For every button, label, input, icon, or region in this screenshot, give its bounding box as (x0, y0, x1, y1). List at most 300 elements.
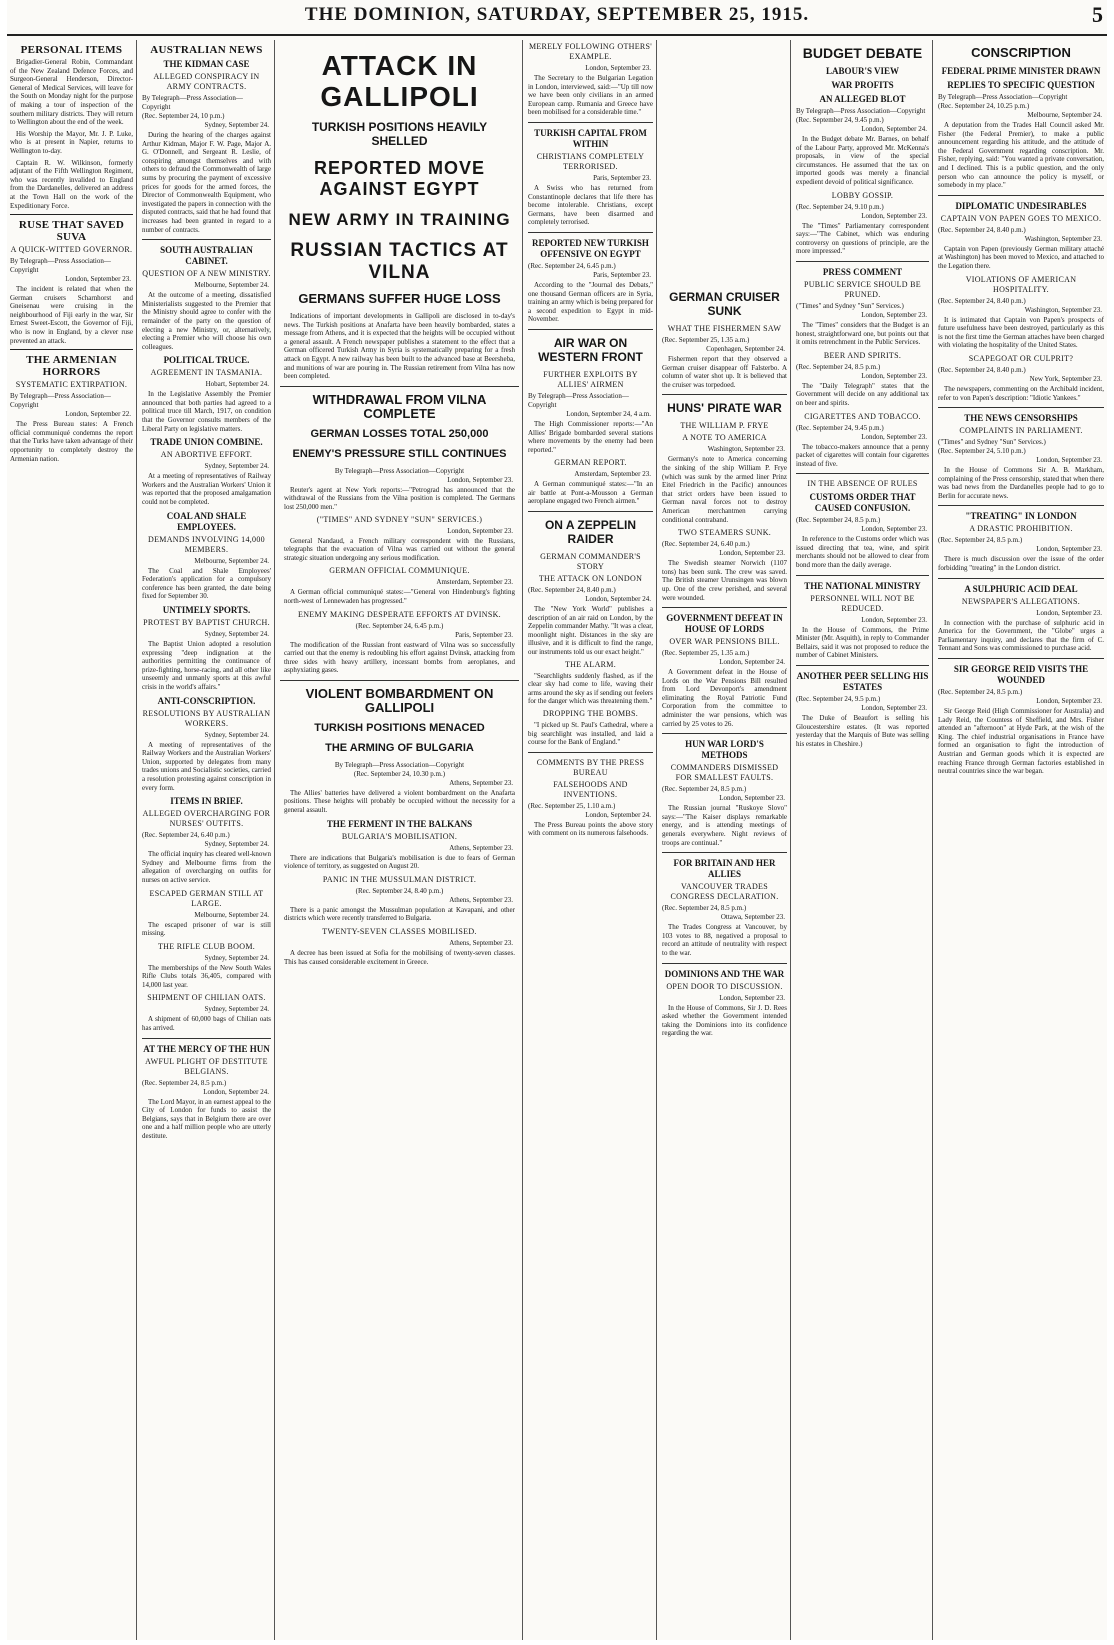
vilna-subhead-1: GERMAN LOSSES TOTAL 250,000 (310, 427, 489, 440)
lead-deck-4: RUSSIAN TACTICS AT VILNA (290, 240, 509, 283)
story-rifle-club (142, 942, 271, 990)
story-subtitle-2: WAR PROFITS (831, 80, 894, 90)
ruse-subheading: A QUICK-WITTED GOVERNOR. (10, 245, 133, 255)
story-received: (Rec. September 24, 8.40 p.m.) (938, 365, 1026, 374)
divider (528, 511, 653, 512)
story-title: GOVERNMENT DEFEAT IN HOUSE OF LORDS (666, 613, 783, 635)
story-subtitle: RESOLUTIONS BY AUSTRALIAN WORKERS. (142, 708, 271, 728)
story-body: A German official communiqué states:—"General von Hindenburg's fighting north-west of Lennewaden has progressed." (284, 588, 515, 605)
story-credit: By Telegraph—Press Association—Copyright (796, 107, 926, 115)
story-body: A German communiqué states:—"In an air battle at Pont-a-Mousson a German aeroplane engaged two French airmen." (528, 480, 653, 506)
story-received: (Rec. September 24, 8.5 p.m.) (662, 904, 747, 913)
story-title: BUDGET DEBATE (802, 45, 923, 61)
story-title: COMMENTS BY THE PRESS BUREAU (536, 757, 645, 777)
divider (938, 658, 1104, 659)
story-body: In connection with the purchase of sulphuric acid in America for the Government, the "Globe" urges a Parliamentary inquiry, and declares that the firm of C. Tennant and Sons was commissioned to purchase acid. (938, 618, 1104, 653)
divider (528, 232, 653, 233)
divider (662, 394, 787, 395)
story-balkans (280, 819, 519, 871)
story-credit: By Telegraph—Press Association—Copyright (142, 94, 243, 111)
story-body: The High Commissioner reports:—"An Allies' Brigade bombarded several stations where movements by the enemy had been reported." (528, 419, 653, 454)
lead-deck-3: NEW ARMY IN TRAINING (288, 210, 511, 229)
story-german-report (528, 458, 653, 506)
story-received: (Rec. September 25, 1.35 a.m.) (662, 336, 750, 344)
story-treating (938, 511, 1104, 572)
divider (796, 473, 929, 474)
lead-intro: Indications of important developments in Gallipoli are disclosed in to-day's news. The Turkish positions at Anafarta have been heavily bombarded, states a message from Athens, and it is expected that the heights will be occupied without a general assault. A French newspaper publishes a statement to the effect that a German officered Turkish Army in Syria is systematically preparing for a fresh attack on Egypt. A new railway has been built to the advanced base at Beersheba, and munitions of war are pouring in. The Russian retirement from Vilna has now been completed. (284, 312, 515, 381)
divider (662, 852, 787, 853)
story-title: MERELY FOLLOWING OTHERS' EXAMPLE. (528, 42, 653, 61)
story-date: London, September 23. (719, 794, 785, 803)
story-title: SCAPEGOAT OR CULPRIT? (968, 353, 1074, 363)
story-received: (Rec. September 24, 10.30 p.m.) (353, 769, 446, 778)
story-body: Fishermen report that they observed a German cruiser disappear off Falsterbo. A column of water shot up. It is believed that the cruiser was torpedoed. (662, 355, 787, 389)
story-date: Athens, September 23. (449, 895, 513, 904)
bombardment-headline: VIOLENT BOMBARDMENT ON GALLIPOLI (305, 685, 494, 715)
story-date: Paris, September 23. (455, 630, 513, 639)
story-subtitle-2: A NOTE TO AMERICA (682, 433, 767, 443)
story-title: SHIPMENT OF CHILIAN OATS. (147, 993, 266, 1003)
story-title: A SULPHURIC ACID DEAL (964, 583, 1078, 594)
story-body: The "Daily Telegraph" states that the Government will decide on any additional tax on beer and spirits. (796, 381, 929, 407)
lead-deck-2: REPORTED MOVE AGAINST EGYPT (313, 158, 486, 199)
story-body: Germany's note to America concerning the sinking of the ship William P. Frye (which was sunk by the armed liner Prinz Eitel Friedrich in the Pacific) announces that strict orders have been issued to German naval forces not to destroy American merchantmen carrying conditional contraband. (662, 455, 787, 524)
divider (938, 195, 1104, 196)
story-title: AIR WAR ON WESTERN FRONT (538, 335, 643, 364)
story-title: PRESS COMMENT (822, 266, 903, 277)
story-date: London, September 24. (719, 658, 785, 667)
story-date: Sydney, September 24. (204, 953, 269, 962)
story-date: London, September 23. (861, 432, 927, 441)
armenian-subheading: SYSTEMATIC EXTIRPATION. (15, 380, 128, 390)
story-cigarettes (796, 412, 929, 469)
story-title: ANOTHER PEER SELLING HIS ESTATES (796, 671, 929, 693)
story-body: The newspapers, commenting on the Archibald incident, refer to von Papen's description: "Idiotic Yankees." (938, 384, 1104, 402)
story-title: VIOLATIONS OF AMERICAN HOSPITALITY. (965, 274, 1077, 294)
story-body: There is much discussion over the issue of the order forbidding "treating" in the London district. (938, 555, 1104, 573)
story-george-reid (938, 664, 1104, 776)
lead-deck-1: TURKISH POSITIONS HEAVILY SHELLED (311, 120, 488, 148)
story-classes-mobilised (280, 927, 519, 966)
story-body: The Allies' batteries have delivered a violent bombardment on the Anafarta positions. These heights will probably be occupied without the necessity for a general assault. (284, 788, 515, 815)
story-date: London, September 23. (861, 211, 927, 220)
story-date: Washington, September 23. (1024, 305, 1102, 314)
story-subtitle: PROTEST BY BAPTIST CHURCH. (143, 618, 270, 627)
story-vilna (280, 393, 519, 563)
story-title: THE RIFLE CLUB BOOM. (157, 941, 256, 951)
story-body: The Swedish steamer Norwich (1107 tons) has been sunk. The crew was saved. The British steamer Urunsingen was blown up. One of the crew perished, and several were wounded. (662, 559, 787, 602)
story-date: London, September 24, 4 a.m. (566, 409, 651, 418)
story-date: Sydney, September 24. (204, 730, 269, 739)
story-subtitle: FALSEHOODS AND INVENTIONS. (553, 779, 628, 799)
story-body: The memberships of the New South Wales Rifle Clubs totals 36,405, compared with 14,000 last year. (142, 963, 271, 989)
story-body: In the Budget debate Mr. Barnes, on behalf of the Labour Party, approved Mr. McKenna's proposals, in view of the special circumstances. He assumed that the tax on imported goods was merely a financial expedient devoid of political significance. (796, 135, 929, 186)
story-air-war (528, 336, 653, 454)
story-chilian-oats (142, 993, 271, 1032)
story-body: There are indications that Bulgaria's mobilisation is due to fears of German violence of territory, as suggested on August 20. (284, 853, 515, 871)
divider (796, 575, 929, 576)
story-subtitle: ALLEGED OVERCHARGING FOR NURSES' OUTFITS. (142, 809, 271, 829)
story-title: REPORTED NEW TURKISH OFFENSIVE ON EGYPT (532, 237, 649, 259)
story-title: BEER AND SPIRITS. (823, 350, 902, 360)
divider (662, 963, 787, 964)
armenian-heading: THE ARMENIAN HORRORS (10, 349, 133, 378)
story-title: ITEMS IN BRIEF. (170, 796, 243, 807)
divider (142, 239, 271, 240)
story-received: (Rec. September 24, 6.45 p.m.) (355, 621, 444, 630)
story-political-truce (142, 355, 271, 433)
story-title: CIGARETTES AND TOBACCO. (804, 411, 921, 421)
story-crosshead-2: DROPPING THE BOMBS. (542, 709, 639, 718)
story-date: London, September 23. (861, 704, 927, 713)
story-date: Hobart, September 24. (205, 380, 269, 389)
story-subtitle: BULGARIA'S MOBILISATION. (341, 831, 458, 841)
story-body: The Baptist Union adopted a resolution expressing "deep indignation at the authorities permitting the continuance of prize-fighting, horse-racing, and all other like unseemly and unmanly sports at this awful crisis in the world's affairs." (142, 640, 271, 691)
story-date: London, September 23. (861, 525, 927, 534)
story-body: General Nandaud, a French military correspondent with the Russians, telegraphs that the evacuation of Vilna was carried out without the general strategic situation undergoing any serious modification. (284, 536, 515, 562)
story-received: (Rec. September 24, 8.40 p.m.) (938, 225, 1026, 234)
column-five (525, 40, 657, 1640)
personal-para-1: Brigadier-General Robin, Commandant of the New Zealand Defence Forces, and Surgeon-General Henderson, Director-General of Medical Services, will leave for the South on Monday night for the purpose of making a tour of inspection of the southern military districts. They will return to Wellington about the end of the week. (10, 58, 133, 127)
story-received: (Rec. September 24, 9.10 p.m.) (796, 202, 884, 211)
column-seven (793, 40, 933, 1640)
story-body-2: "Searchlights suddenly flashed, as if the clear sky had come to life, waving their arms around the sky as if sending out feelers for the danger which was threatening them." (528, 671, 653, 706)
story-received: (Rec. September 25, 1.35 a.m.) (662, 649, 750, 658)
story-credit: By Telegraph—Press Association—Copyright (334, 466, 465, 475)
story-subtitle: AWFUL PLIGHT OF DESTITUTE BELGIANS. (145, 1056, 268, 1076)
story-credit: By Telegraph—Press Association—Copyright (334, 760, 465, 769)
story-title: IN THE ABSENCE OF RULES (807, 479, 918, 489)
story-subtitle: THE WILLIAM P. FRYE (680, 421, 769, 431)
story-date: Melbourne, September 24. (194, 910, 269, 919)
story-press-comment (796, 267, 929, 347)
lead-deck-5: GERMANS SUFFER HUGE LOSS (298, 291, 501, 306)
story-title: LOBBY GOSSIP. (831, 190, 894, 200)
column-eight (935, 40, 1107, 1640)
story-received: (Rec. September 24, 8.5 p.m.) (142, 1078, 227, 1087)
story-national-ministry (796, 581, 929, 660)
personal-para-3: Captain R. W. Wilkinson, formerly adjutant of the Fifth Wellington Regiment, who was recently invalided to England from the Dardanelles, delivered an address at the Town Hall on the work of the Expeditionary Force. (10, 158, 133, 210)
story-subtitle: ALLEGED CONSPIRACY IN ARMY CONTRACTS. (153, 72, 260, 91)
story-body: In the Legislative Assembly the Premier announced that both parties had agreed to a political truce till March, 1917, on condition that the Governor consults members of the Liberal Party on legislative matters. (142, 390, 271, 433)
story-title: THE NEWS CENSORSHIPS (964, 413, 1078, 424)
story-received: (Rec. September 24, 8.5 p.m.) (938, 688, 1023, 697)
story-title: AT THE MERCY OF THE HUN (143, 1043, 270, 1054)
personal-items-heading: PERSONAL ITEMS (20, 44, 123, 56)
column-main-war-news (277, 40, 523, 1640)
story-subtitle: CAPTAIN VON PAPEN GOES TO MEXICO. (940, 213, 1102, 223)
times-note: ("TIMES" AND SYDNEY "SUN" SERVICES.) (316, 514, 483, 524)
story-body: A Government defeat in the House of Lords on the War Pensions Bill resulted from Lord Devonport's amendment eliminating the Royal Patriotic Fund Corporation from the committee to administer the war pensions, which was carried by 25 votes to 26. (662, 668, 787, 728)
story-body: The "New York World" publishes a description of an air raid on London, by the Zeppelin commander Mathy. "It was a clear, moonlight night. Distances in the sky are illusive, and it is difficult to find the range, our instruments told us our exact height." (528, 605, 653, 657)
story-body: A shipment of 60,000 bags of Chilian oats has arrived. (142, 1015, 271, 1033)
story-subtitle: A DRASTIC PROHIBITION. (969, 524, 1073, 534)
story-title: TWENTY-SEVEN CLASSES MOBILISED. (322, 927, 477, 937)
story-lobby-gossip (796, 191, 929, 256)
story-body: A deputation from the Trades Hall Council asked Mr. Fisher (the Federal Premier), to make a public announcement regarding his attitude, and the attitude of the Federal Government regarding conscription. Mr. Fisher, replying, said: "You wanted a private conversation, and I declined. This is a public question, and the only person who can announce the policy is myself, or somebody in my place." (938, 121, 1104, 190)
lead-headline: ATTACK IN GALLIPOLI (320, 50, 479, 112)
column-personal-items (7, 40, 137, 1640)
divider (662, 733, 787, 734)
divider (662, 607, 787, 608)
story-received: (Rec. September 24, 9.45 p.m.) (796, 423, 884, 432)
story-press-bureau (528, 758, 653, 838)
story-title: ENEMY MAKING DESPERATE EFFORTS AT DVINSK. (298, 609, 501, 619)
story-german-official (280, 566, 519, 605)
vilna-headline: WITHDRAWAL FROM VILNA COMPLETE (312, 391, 487, 421)
story-subtitle: OPEN DOOR TO DISCUSSION. (666, 981, 783, 991)
story-date: London, September 24. (203, 1087, 269, 1096)
story-date: Sydney, September 24. (204, 840, 269, 849)
story-subtitle: WHAT THE FISHERMEN SAW (667, 324, 782, 333)
story-zeppelin (528, 518, 653, 747)
story-date: Sydney, September 24. (204, 121, 269, 129)
story-body: In the House of Commons Sir A. B. Markham, complaining of the Press censorship, stated that when there was bad news from the Dardanelles people had to go to Berlin for accurate news. (938, 466, 1104, 500)
column-australian-news (139, 40, 275, 1640)
story-date: Amsterdam, September 23. (574, 470, 651, 479)
divider (280, 386, 519, 387)
story-title: TRADE UNION COMBINE. (150, 437, 263, 448)
story-date: London, September 23. (447, 475, 513, 484)
story-date: Amsterdam, September 23. (436, 578, 513, 587)
story-censorships (938, 413, 1104, 500)
story-body: The Lord Mayor, in an earnest appeal to the City of London for funds to assist the Belgians, says that in Belgium there are over one and a half million people who are utterly destitute. (142, 1097, 271, 1141)
story-subtitle-2: THE ATTACK ON LONDON (538, 574, 643, 584)
story-received: (Rec. September 24, 10.25 p.m.) (938, 102, 1030, 110)
story-body: The Russian journal "Ruskoye Slovo" says:—"The Kaiser displays remarkable energy, and is attending meetings of generals everywhere. Night reviews of troops are continual." (662, 804, 787, 847)
story-title: ON A ZEPPELIN RAIDER (544, 518, 637, 547)
story-received: (Rec. September 24, 9.45 p.m.) (796, 116, 884, 124)
masthead (7, 0, 1107, 36)
story-date: London, September 23. (861, 615, 927, 624)
ruse-date: London, September 23. (65, 275, 131, 284)
story-sulphuric-acid (938, 584, 1104, 653)
story-government-defeat (662, 613, 787, 728)
story-body: Reuter's agent at New York reports:—"Petrograd has announced that the withdrawal of the Russians from the Vilna position is completed. The Germans lost 250,000 men." (284, 485, 515, 511)
story-sa-cabinet (142, 245, 271, 351)
story-body: The escaped prisoner of war is still missing. (142, 920, 271, 938)
story-subtitle: AN ABORTIVE EFFORT. (160, 450, 253, 460)
story-egypt-offensive (528, 238, 653, 324)
story-date: London, September 23. (861, 310, 927, 319)
story-body: Captain von Papen (previously German military attaché at Washington) has been moved to Mexico, and attached to the Legation there. (938, 244, 1104, 270)
story-subtitle: FEDERAL PRIME MINISTER DRAWN (941, 66, 1101, 76)
story-title: TWO STEAMERS SUNK. (677, 528, 772, 538)
story-subtitle: QUESTION OF A NEW MINISTRY. (142, 269, 271, 279)
story-subtitle: VANCOUVER TRADES CONGRESS DECLARATION. (670, 882, 779, 902)
armenian-credit: By Telegraph—Press Association—Copyright (10, 392, 111, 410)
story-title: SIR GEORGE REID VISITS THE WOUNDED (953, 664, 1089, 686)
story-body: There is a panic amongst the Mussulman population at Kavapani, and other districts which were recently transferred to Bulgaria. (284, 905, 515, 923)
story-body: The "Times" considers that the Budget is an honest, straightforward one, but points out that it omits retrenchment in the Public Services. (796, 320, 929, 347)
divider (528, 329, 653, 330)
story-budget-debate (796, 46, 929, 187)
story-body: During the hearing of the charges against Arthur Kidman, Major F. W. Page, Major A. G. O'Donnell, and Sergeant R. Leslie, of conspiring amongst themselves and with others to defraud the Commonwealth of large sums by procuring the payment of excessive prices for goods for the armed forces, the Director of Commonwealth Equipment, who investigated the papers in connection with the disputed contracts, said that he had found that increases had been granted in regard to a number of contracts. (142, 131, 271, 234)
story-body: The Press Bureau points the above story with comment on its numerous falsehoods. (528, 820, 653, 838)
story-date: London, September 23. (719, 549, 785, 558)
story-body: A Swiss who has returned from Constantinople declares that life there has become intolerable. Christians, except Germans, have been disarmed and completely terrorised. (528, 183, 653, 227)
story-date: Washington, September 23. (707, 445, 785, 454)
bombardment-subhead-2: THE ARMING OF BULGARIA (325, 741, 474, 754)
story-date: Melbourne, September 24. (1027, 111, 1102, 119)
australian-news-heading: AUSTRALIAN NEWS (150, 44, 263, 56)
story-title: GERMAN CRUISER SUNK (669, 290, 780, 318)
story-date: London, September 23. (585, 64, 651, 72)
story-note: ("Times" and Sydney "Sun" Services.) (938, 438, 1046, 447)
story-received: (Rec. September 24, 8.5 p.m.) (662, 785, 747, 794)
story-date: London, September 24. (861, 125, 927, 133)
story-received: (Rec. September 24, 6.45 p.m.) (528, 261, 616, 270)
story-conscription (938, 46, 1104, 190)
story-following-example (528, 42, 653, 117)
story-date: Athens, September 23. (449, 778, 513, 787)
story-date: London, September 23. (1036, 608, 1102, 617)
story-body: According to the "Journal des Debats," one thousand German officers are in Syria, training an army which is being prepared for a second expedition to Egypt in mid-November. (528, 280, 653, 324)
story-title: POLITICAL TRUCE. (163, 355, 250, 366)
story-dvinsk (280, 610, 519, 675)
newspaper-page (7, 0, 1107, 1640)
story-title: THE KIDMAN CASE (163, 59, 250, 69)
story-two-steamers (662, 528, 787, 602)
story-title: DIPLOMATIC UNDESIRABLES (955, 200, 1087, 211)
story-body: In the House of Commons, Sir J. D. Rees asked whether the Government intended taking the Dominions into its confidence regarding the war. (662, 1003, 787, 1038)
divider (938, 407, 1104, 408)
divider (280, 680, 519, 681)
vilna-subhead-2: ENEMY'S PRESSURE STILL CONTINUES (292, 447, 507, 460)
column-six (659, 40, 791, 1640)
story-date: Washington, September 23. (1024, 234, 1102, 243)
story-diplomatic (938, 201, 1104, 271)
story-crosshead: THE ALARM. (565, 659, 616, 669)
story-items-in-brief (142, 796, 271, 884)
lead-story (280, 50, 519, 381)
story-date: London, September 23. (1036, 456, 1102, 465)
story-war-lord (662, 739, 787, 847)
story-subtitle: AGREEMENT IN TASMANIA. (150, 368, 263, 378)
story-body: At the outcome of a meeting, dissatisfied Ministerialists suggested to the Premier that the Ministry should agree to confer with the remainder of the party on the question of electing a new Ministry, or, alternatively, electing a Premier who will choose his own colleagues. (142, 291, 271, 351)
story-body: A decree has been issued at Sofia for the mobilising of twenty-seven classes. This has caused considerable excitement in Greece. (284, 949, 515, 966)
story-subtitle: CHRISTIANS COMPLETELY TERRORISED. (536, 151, 645, 171)
page-number: 5 (1092, 2, 1103, 27)
story-title: COAL AND SHALE EMPLOYEES. (166, 510, 247, 532)
story-subtitle: FURTHER EXPLOITS BY ALLIES' AIRMEN (543, 369, 638, 389)
story-date: London, September 24. (585, 810, 651, 819)
story-received: (Rec. September 24, 9.5 p.m.) (796, 695, 881, 704)
story-subtitle-3: AN ALLEGED BLOT (819, 94, 906, 104)
armenian-body: The Press Bureau states: A French official communiqué condemns the report that the Turks have taken advantage of their opportunity to completely destroy the Armenian nation. (10, 420, 133, 463)
story-kidman (142, 59, 271, 234)
story-date: Melbourne, September 24. (194, 556, 269, 565)
story-britain-allies (662, 858, 787, 957)
story-body: The official inquiry has cleared well-known Sydney and Melbourne firms from the allegation of overcharging on outfits for nurses on active service. (142, 850, 271, 884)
divider (528, 752, 653, 753)
story-title: CONSCRIPTION (971, 45, 1071, 60)
story-subtitle: PERSONNEL WILL NOT BE REDUCED. (810, 593, 915, 613)
ruse-credit: By Telegraph—Press Association—Copyright (10, 257, 111, 275)
divider (142, 1038, 271, 1039)
story-received: (Rec. September 24, 6.40 p.m.) (142, 831, 230, 840)
story-peer-estates (796, 671, 929, 748)
story-received: (Rec. September 24, 6.40 p.m.) (662, 540, 750, 549)
story-date: Athens, September 23. (449, 843, 513, 852)
columns (7, 40, 1107, 1640)
story-date: Athens, September 23. (449, 939, 513, 948)
story-body: A meeting of representatives of the Railway Workers and the Australian Workers' Union, supported by delegates from many trades unions and Socialistic societies, carried a resolution protesting against conscription in every form. (142, 740, 271, 792)
story-date: Ottawa, September 23. (720, 913, 785, 922)
story-date: Sydney, September 24. (204, 1005, 269, 1014)
story-date: New York, September 23. (1029, 374, 1102, 383)
story-body: In the House of Commons, the Prime Minister (Mr. Asquith), in reply to Commander Bellairs, said it was not proposed to reduce the number of Cabinet Ministers. (796, 625, 929, 660)
story-title: PANIC IN THE MUSSULMAN DISTRICT. (322, 874, 477, 884)
story-received: (Rec. September 24, 8.40 p.m.) (355, 886, 444, 895)
story-dominions (662, 969, 787, 1038)
story-date: London, September 24. (585, 595, 651, 604)
divider (938, 505, 1104, 506)
story-title: ANTI-CONSCRIPTION. (157, 695, 256, 706)
story-date: Melbourne, September 24. (194, 281, 269, 290)
story-body-3: "I picked up St. Paul's Cathedral, where a big searchlight was installed, and laid a course for the Bank of England." (528, 721, 653, 747)
story-received: (Rec. September 24, 8.5 p.m.) (938, 536, 1023, 545)
story-title: THE NATIONAL MINISTRY (804, 580, 921, 591)
story-title: GERMAN OFFICIAL COMMUNIQUE. (329, 566, 470, 576)
personal-para-2: His Worship the Mayor, Mr. J. P. Luke, who is at present in Napier, returns to Wellington to-day. (10, 129, 133, 155)
story-body: The Trades Congress at Vancouver, by 103 votes to 88, negatived a proposal to record an attitude of neutrality with respect to the war. (662, 923, 787, 957)
story-title: THE FERMENT IN THE BALKANS (326, 818, 473, 829)
story-body: The "Times" Parliamentary correspondent says:—"The Cabinet, which was enduring controversy on questions of principle, are the more impressed." (796, 221, 929, 256)
story-subtitle-2: REPLIES TO SPECIFIC QUESTION (947, 80, 1095, 90)
story-note: ("Times" and Sydney "Sun" Services.) (796, 301, 904, 310)
story-untimely-sports (142, 605, 271, 692)
story-credit: By Telegraph—Press Association—Copyright (938, 93, 1068, 101)
story-title: GERMAN REPORT. (554, 458, 627, 468)
story-date: Paris, September 23. (593, 270, 651, 279)
story-body: The tobacco-makers announce that a penny packet of cigarettes will contain four cigarettes instead of five. (796, 442, 929, 468)
story-trade-union (142, 437, 271, 506)
story-title: ESCAPED GERMAN STILL AT LARGE. (149, 888, 264, 908)
story-turkish-capital (528, 128, 653, 227)
story-subtitle: COMMANDERS DISMISSED FOR SMALLEST FAULTS. (670, 763, 779, 783)
bombardment-subhead-1: TURKISH POSITIONS MENACED (314, 721, 485, 734)
story-body: Sir George Reid (High Commissioner for Australia) and Lady Reid, the Countess of Sheffield, and Mrs. Fisher attended an "afternoon" at Hyde Park, at the wish of the King. The chief industrial organisations in France have formed an organisation to fight the introduction of Austrian and German goods which it is expected are reaching France through German factories established in neutral countries since the war began. (938, 707, 1104, 776)
story-subtitle: NEWSPAPER'S ALLEGATIONS. (961, 596, 1081, 606)
story-violations (938, 275, 1104, 350)
story-title: DOMINIONS AND THE WAR (664, 968, 785, 979)
story-date: Sydney, September 24. (204, 630, 269, 638)
story-title: UNTIMELY SPORTS. (162, 605, 251, 615)
divider (528, 122, 653, 123)
story-bombardment (280, 687, 519, 815)
story-received: (Rec. September 24, 5.10 p.m.) (938, 447, 1026, 456)
story-date: Copenhagen, September 24. (706, 345, 785, 353)
story-date: London, September 23. (861, 371, 927, 380)
story-received: (Rec. September 24, 8.40 p.m.) (528, 586, 616, 595)
story-panic (280, 875, 519, 923)
divider (796, 261, 929, 262)
divider (796, 665, 929, 666)
story-received: (Rec. September 25, 1.10 a.m.) (528, 801, 616, 810)
story-body: The Duke of Beaufort is selling his Gloucestershire estates. (It was reported yesterday that the Marquis of Bute was selling his estates in Cheshire.) (796, 714, 929, 748)
story-received: (Rec. September 24, 8.40 p.m.) (938, 296, 1026, 305)
story-date: London, September 23. (1036, 545, 1102, 554)
story-date: London, September 23. (447, 526, 513, 535)
story-title: HUN WAR LORD'S METHODS (685, 739, 764, 761)
story-body: The modification of the Russian front eastward of Vilna was so successfully carried out that the enemy is redoubling his effort against Dvinsk, attacking from three sides with heavy artillery, incessant bombs from aeroplanes, and asphyxiating gases. (284, 640, 515, 675)
story-subtitle: GERMAN COMMANDER'S STORY (540, 552, 641, 572)
masthead-title: THE DOMINION, SATURDAY, SEPTEMBER 25, 1915. (304, 4, 810, 25)
story-received: (Rec. September 24, 8.5 p.m.) (796, 516, 881, 525)
story-body: It is intimated that Captain von Papen's prospects of future usefulness have been destroyed, particularly as this is not the first time the German attaches have been charged with violating the hospitality of the United States. (938, 315, 1104, 350)
story-customs-order (796, 479, 929, 569)
